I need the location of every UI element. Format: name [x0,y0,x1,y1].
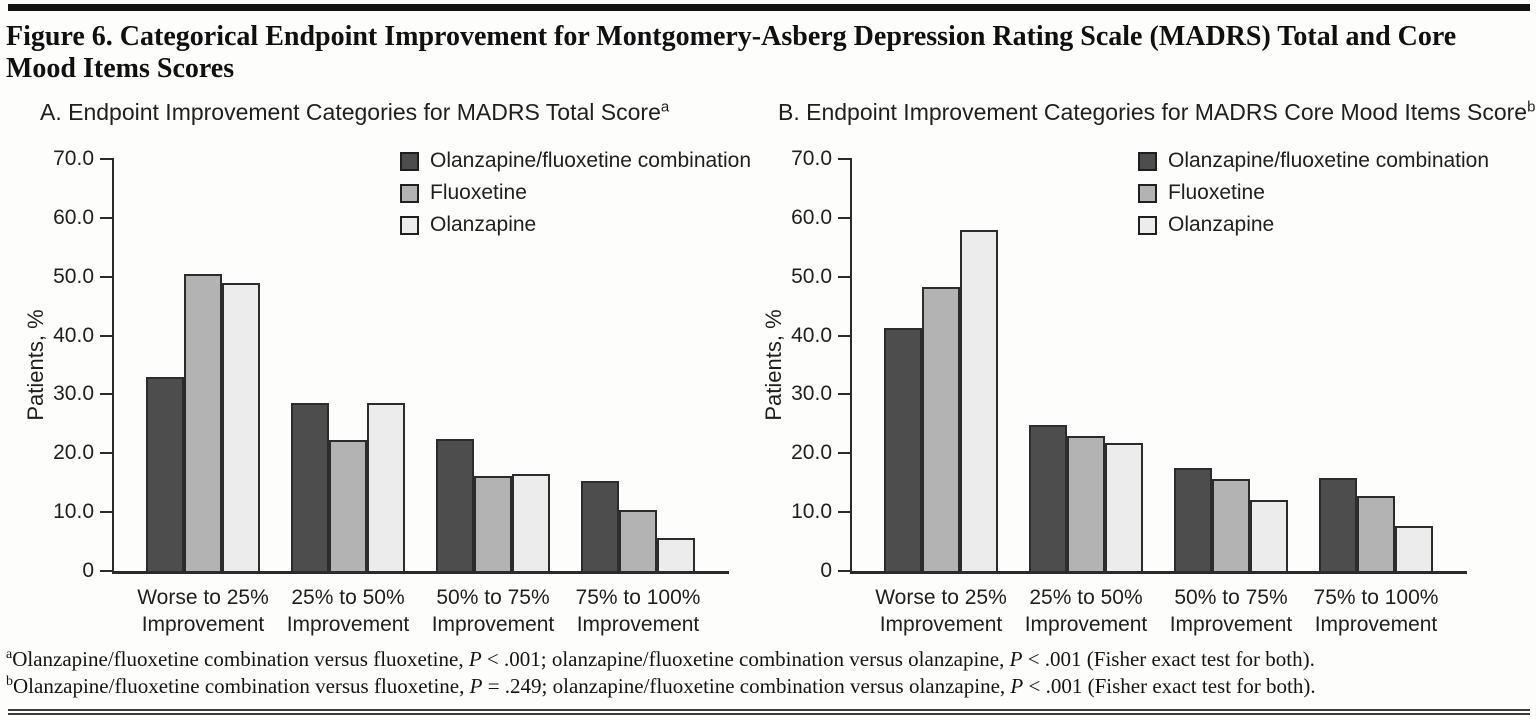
bar-group [884,230,998,571]
footnote-a-text: Olanzapine/fluoxetine combination versus fluoxetine, [12,647,469,671]
y-axis-label: Patients, % [761,309,786,421]
y-tick-label: 70.0 [53,147,94,170]
legend-item [1138,209,1489,241]
bottom-rule [8,709,1530,715]
y-tick-label: 40.0 [791,324,832,347]
legend-swatch [400,216,419,235]
bar [1319,478,1357,571]
bar [1105,443,1143,571]
x-category-label-line: Improvement [141,613,265,636]
bar [512,474,550,571]
chart-area [20,147,758,644]
panel-title-text: B. Endpoint Improvement Categories for MADRS Core Mood Items Score [778,99,1528,125]
legend [400,145,751,241]
panel-a [20,98,758,644]
legend-item [400,145,751,177]
x-category-label-line: 75% to 100% [1313,586,1439,609]
y-tick-label: 60.0 [791,206,832,229]
y-tick-label: 70.0 [791,147,832,170]
footnote-a-text: < .001 (Fisher exact test for both). [1022,647,1315,671]
y-tick-label: 50.0 [791,265,832,288]
x-category-label-line: Worse to 25% [137,586,269,609]
y-tick-mark [100,393,114,395]
y-tick-mark [838,217,852,219]
x-category-label-line: Worse to 25% [875,586,1007,609]
bar-group [146,274,260,571]
p-value-symbol: P [469,674,483,698]
bar [184,274,222,571]
y-tick-mark [838,511,852,513]
bar [1395,526,1433,571]
bar [922,287,960,571]
bar [1067,436,1105,571]
legend-swatch [1138,184,1157,203]
legend-swatch [1138,216,1157,235]
x-category-label-line: 75% to 100% [575,586,701,609]
y-tick-mark [838,570,852,572]
bar [657,538,695,571]
x-category-label-line: 25% to 50% [1029,586,1143,609]
bar-group [1029,425,1143,571]
x-category-label-line: Improvement [286,613,410,636]
x-category-label-line: Improvement [879,613,1003,636]
bar-group [581,481,695,571]
bar [581,481,619,571]
y-tick-mark [838,452,852,454]
y-tick-mark [100,158,114,160]
footnote-b-text: < .001 (Fisher exact test for both). [1023,674,1316,698]
panel-title-text: A. Endpoint Improvement Categories for MADRS Total Score [40,99,661,125]
x-category-label [548,584,728,638]
y-tick-label: 40.0 [53,324,94,347]
panel-title-superscript: a [660,98,670,116]
footnote-b [6,673,1534,700]
bar [960,230,998,571]
bar [1357,496,1395,571]
bar [1174,468,1212,571]
y-tick-mark [100,335,114,337]
p-value-symbol: P [1009,647,1023,671]
footnote-a [6,646,1534,673]
y-tick-mark [838,335,852,337]
chart-panels [20,98,1536,644]
y-tick-label: 60.0 [53,206,94,229]
y-tick-label: 30.0 [53,382,94,405]
y-tick-label: 20.0 [53,441,94,464]
legend [1138,145,1489,241]
x-category-label-line: 50% to 75% [1174,586,1288,609]
bar [1250,500,1288,571]
y-tick-label: 30.0 [791,382,832,405]
footnote-b-text: = .249; olanzapine/fluoxetine combination versus olanzapine, [482,674,1011,698]
plot-area [53,147,752,582]
bar-group [291,403,405,571]
x-category-label-line: 50% to 75% [436,586,550,609]
panel-title [20,98,758,128]
legend-swatch [1138,152,1157,171]
bar [146,377,184,571]
y-tick-mark [100,452,114,454]
top-rule [8,4,1530,11]
legend-item [400,177,751,209]
legend-label: Fluoxetine [1168,181,1265,204]
legend-label: Olanzapine [1168,213,1275,236]
bar-group [1319,478,1433,571]
legend-label: Olanzapine/fluoxetine combination [430,149,752,172]
y-tick-label: 10.0 [791,500,832,523]
y-tick-label: 50.0 [53,265,94,288]
y-tick-mark [838,393,852,395]
legend-label: Fluoxetine [430,181,527,204]
y-tick-label: 0 [820,559,832,582]
p-value-symbol: P [468,647,482,671]
x-category-label-line: Improvement [431,613,555,636]
legend-swatch [400,184,419,203]
footnotes [6,646,1534,700]
y-tick-mark [838,276,852,278]
bar [619,510,657,571]
y-tick-label: 10.0 [53,500,94,523]
x-category-label [1286,584,1466,638]
y-tick-label: 20.0 [791,441,832,464]
plot-area [791,147,1490,582]
x-category-label-line: Improvement [1314,613,1438,636]
bar [222,283,260,571]
panel-title-superscript: b [1527,98,1536,116]
legend-item [400,209,751,241]
x-category-label-line: Improvement [1169,613,1293,636]
legend-item [1138,177,1489,209]
figure-title: Figure 6. Categorical Endpoint Improvement for Montgomery-Asberg Depression Rating Scale (MADRS) Total and Core Mood Items Scores [6,21,1457,84]
bar-group [436,439,550,571]
legend-item [1138,145,1489,177]
bar [436,439,474,571]
y-axis-label: Patients, % [23,309,48,421]
y-tick-mark [100,570,114,572]
x-category-label-line: Improvement [1024,613,1148,636]
legend-label: Olanzapine [430,213,537,236]
footnote-a-marker: a [6,647,13,662]
y-tick-mark [100,276,114,278]
bar [291,403,329,571]
x-category-label-line: Improvement [576,613,700,636]
bar [329,440,367,571]
y-tick-mark [100,217,114,219]
bar [884,328,922,571]
x-category-label-line: 25% to 50% [291,586,405,609]
footnote-b-marker: b [6,674,13,689]
bar [474,476,512,571]
footnote-b-text: Olanzapine/fluoxetine combination versus fluoxetine, [13,674,470,698]
bar-group [1174,468,1288,571]
p-value-symbol: P [1010,674,1024,698]
bar [1029,425,1067,571]
chart-area [758,147,1496,644]
bar [367,403,405,571]
panel-title [758,98,1536,128]
bar [1212,479,1250,571]
y-tick-label: 0 [82,559,94,582]
legend-swatch [400,152,419,171]
legend-label: Olanzapine/fluoxetine combination [1168,149,1490,172]
footnote-a-text: < .001; olanzapine/fluoxetine combination versus olanzapine, [481,647,1010,671]
panel-b [758,98,1536,644]
y-tick-mark [100,511,114,513]
y-tick-mark [838,158,852,160]
